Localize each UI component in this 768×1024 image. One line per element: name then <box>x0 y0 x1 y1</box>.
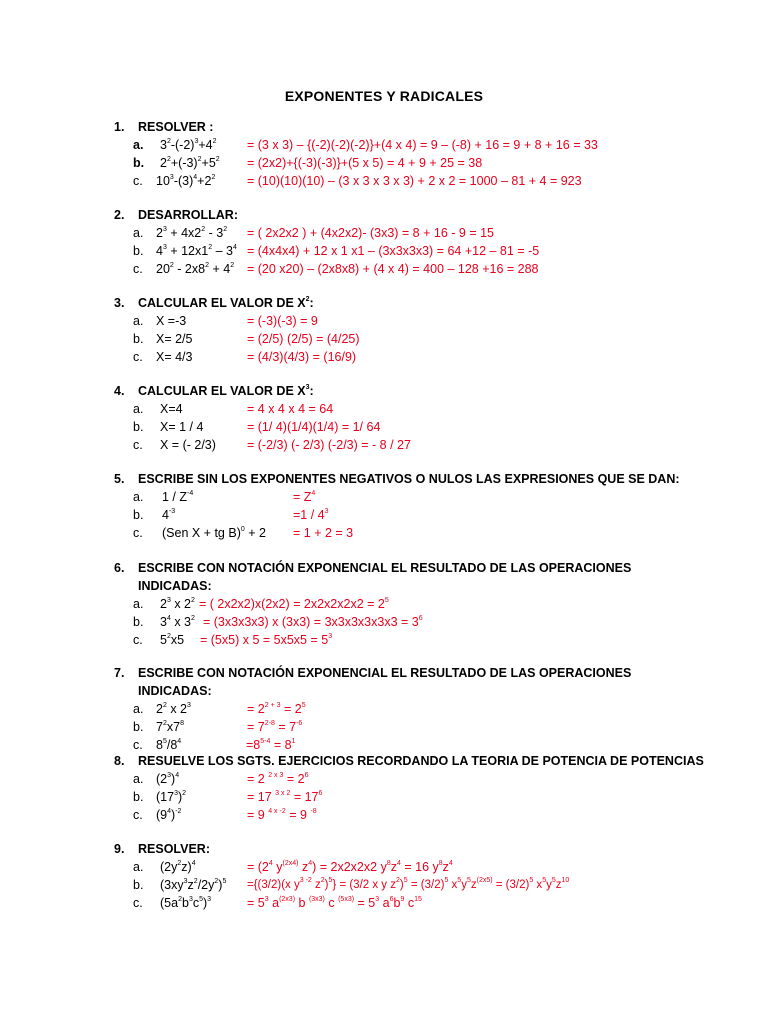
item-answer: = ( $2x2x2)x(2x2) = 2x2x2x2x2 = 2^5$ <box>199 597 389 611</box>
section-number: 3. <box>114 296 125 310</box>
item-letter: b. <box>133 878 144 892</box>
item-letter: b. <box>133 508 144 522</box>
item-letter: b. <box>133 790 144 804</box>
section-3 <box>0 294 768 366</box>
section-8 <box>0 752 768 824</box>
section-heading: RESOLVER : <box>138 120 214 134</box>
section-9 <box>0 840 768 912</box>
item-answer: = $5^3$ $a^{(2x3)}$ b $^{(3x3)}$ c $^{(5x3)} = 5^3$ $a^6b^9$ $c^{15}$ <box>247 896 422 910</box>
item-expression: $(5a^2b^3c^5)^3$ <box>160 896 212 910</box>
item-answer: = (3 x 3) – {(-2)(-2)(-2)}+(4 x 4) = 9 – (-8) + 16 = 9 + 8 + 16 = 33 <box>247 138 598 152</box>
item-letter: b. <box>133 720 144 734</box>
item-expression: $(2y^2z)^4$ <box>160 860 196 874</box>
item-letter: c. <box>133 808 143 822</box>
section-heading-continued: INDICADAS: <box>138 684 212 698</box>
item-expression: X =-3 <box>156 314 187 328</box>
item-letter: a. <box>133 597 144 611</box>
item-letter: c. <box>133 174 143 188</box>
item-expression: $(3xy^3z^2/2y^2)^5$ <box>160 878 227 892</box>
item-expression: X= 2/5 <box>156 332 193 346</box>
item-expression: (Sen X + tg B)$^0$ + 2 <box>162 526 266 540</box>
section-2 <box>0 206 768 278</box>
item-expression: $4^3 + 12x1^2 - 3^4$ <box>156 244 237 258</box>
item-expression: $3^2-(-2)^3+4^2$ <box>160 138 217 152</box>
item-answer: = 2 $^{2 x 3} = 2^6$ <box>247 772 309 786</box>
item-answer: = (4x4x4) + 12 x 1 x1 – (3x3x3x3) = 64 +12 – 81 = -5 <box>247 244 540 258</box>
item-letter: a. <box>133 226 144 240</box>
section-number: 9. <box>114 842 125 856</box>
item-letter: c. <box>133 633 143 647</box>
item-letter: c. <box>133 896 143 910</box>
item-answer: $=1 / 4^3$ <box>293 508 329 522</box>
item-letter: b. <box>133 420 144 434</box>
section-1 <box>0 118 768 190</box>
item-letter: a. <box>133 702 144 716</box>
item-answer: = (-3)(-3) = 9 <box>247 314 318 328</box>
item-answer: = (1/ 4)(1/4)(1/4) = 1/ 64 <box>247 420 381 434</box>
section-number: 7. <box>114 666 125 680</box>
section-heading: ESCRIBE SIN LOS EXPONENTES NEGATIVOS O NULOS LAS EXPRESIONES QUE SE DAN: <box>138 472 680 486</box>
item-expression: $(9^4)^{-2}$ <box>156 808 182 822</box>
section-heading-continued: INDICADAS: <box>138 579 212 593</box>
item-letter: a. <box>133 314 144 328</box>
item-expression: $(2^3)^4$ <box>156 772 180 786</box>
item-letter: b. <box>133 244 144 258</box>
section-heading: CALCULAR EL VALOR DE $X^3$: <box>138 384 314 398</box>
item-letter: b. <box>133 332 144 346</box>
section-6 <box>0 559 768 649</box>
item-expression: $1 / Z^{-4}$ <box>162 490 194 504</box>
section-number: 4. <box>114 384 125 398</box>
item-expression: $3^4$ x $3^2$ <box>160 615 195 629</box>
item-answer: = (10)(10)(10) – (3 x 3 x 3 x 3) + 2 x 2 = 1000 – 81 + 4 = 923 <box>247 174 582 188</box>
item-expression: $(17^3)^2$ <box>156 790 187 804</box>
item-letter: a. <box>133 490 144 504</box>
item-expression: $4^{-3}$ <box>162 508 176 522</box>
item-answer: ={(3/2)(x $y^{3 -2}$ $z^2)^5\} = (3/2$ x y $z^2)^5 = (3/2)^5$ $x^5y^5z^{(2x5)} = (3/2)^5$ $x^5y^5z^{10}$ <box>247 877 570 891</box>
item-letter: b. <box>133 156 145 170</box>
item-letter: c. <box>133 438 143 452</box>
item-expression: X= 1 / 4 <box>160 420 204 434</box>
item-letter: c. <box>133 350 143 364</box>
item-expression: $2^3$ x $2^2$ <box>160 597 195 611</box>
section-7 <box>0 664 768 754</box>
section-number: 2. <box>114 208 125 222</box>
section-heading: ESCRIBE CON NOTACIÓN EXPONENCIAL EL RESULTADO DE LAS OPERACIONES <box>138 561 632 575</box>
section-number: 5. <box>114 472 125 486</box>
item-answer: = (20 x20) – (2x8x8) + (4 x 4) = 400 – 128 +16 = 288 <box>247 262 539 276</box>
item-answer: = 9 $^{4 x -2}$ = 9 $^{-8}$ <box>247 808 317 822</box>
section-number: 1. <box>114 120 125 134</box>
item-expression: $2^2$ x $2^3$ <box>156 702 191 716</box>
item-answer: = $7^{2-8} = 7^{-6}$ <box>247 720 303 734</box>
item-expression: $5^2x5$ <box>160 633 185 647</box>
section-number: 8. <box>114 754 125 768</box>
item-letter: a. <box>133 138 144 152</box>
item-expression: X=4 <box>160 402 183 416</box>
item-expression: $8^5/8^4$ <box>156 738 182 752</box>
item-answer: = $Z^4$ <box>293 490 316 504</box>
item-answer: = ($2^4$ $y^{(2x4)}$ $z^4) = 2x2x2x2$ $y^8z^4 = 16$ $y^8z^4$ <box>247 860 453 874</box>
item-letter: c. <box>133 262 143 276</box>
item-answer: = ( 2x2x2 ) + (4x2x2)- (3x3) = 8 + 16 - 9 = 15 <box>247 226 494 240</box>
item-answer: = (5x5) x $5 = 5x5x5 = 5^3$ <box>200 633 333 647</box>
section-heading: CALCULAR EL VALOR DE $X^2$: <box>138 296 314 310</box>
item-answer: = (2/5) (2/5) = (4/25) <box>247 332 360 346</box>
item-answer: = (-2/3) (- 2/3) (-2/3) = - 8 / 27 <box>247 438 411 452</box>
item-answer: = (4/3)(4/3) = (16/9) <box>247 350 357 364</box>
item-expression: $20^2 - 2x8^2 + 4^2$ <box>156 262 235 276</box>
section-5 <box>0 470 768 542</box>
item-answer: = (3x3x3x3) x $(3x3) = 3x3x3x3x3x3 = 3^6$ <box>203 615 423 629</box>
item-answer: = $2^{2 + 3} = 2^5$ <box>247 702 306 716</box>
item-letter: b. <box>133 615 144 629</box>
item-expression: $2^2+(-3)^2+5^2$ <box>160 156 220 170</box>
item-answer: $=8^{5-4} = 8^1$ <box>246 738 296 752</box>
section-heading: RESOLVER: <box>138 842 210 856</box>
item-expression: $2^3 + 4x2^2 - 3^2$ <box>156 226 228 240</box>
item-letter: c. <box>133 526 143 540</box>
section-4 <box>0 382 768 454</box>
item-expression: X = (- 2/3) <box>160 438 216 452</box>
item-expression: $10^3-(3)^4+2^2$ <box>156 174 216 188</box>
item-letter: c. <box>133 738 143 752</box>
item-letter: a. <box>133 860 144 874</box>
item-expression: $7^2x7^8$ <box>156 720 184 734</box>
section-heading: ESCRIBE CON NOTACIÓN EXPONENCIAL EL RESULTADO DE LAS OPERACIONES <box>138 666 632 680</box>
item-answer: = (2x2)+{(-3)(-3)}+(5 x 5) = 4 + 9 + 25 = 38 <box>247 156 483 170</box>
item-answer: = 17 $^{3 x 2} = 17^6$ <box>247 790 323 804</box>
section-heading: DESARROLLAR: <box>138 208 238 222</box>
item-letter: a. <box>133 772 144 786</box>
page-title: EXPONENTES Y RADICALES <box>284 88 484 104</box>
item-answer: = 1 + 2 = 3 <box>293 526 354 540</box>
item-answer: = 4 x 4 x 4 = 64 <box>247 402 334 416</box>
section-number: 6. <box>114 561 125 575</box>
item-expression: X= 4/3 <box>156 350 193 364</box>
section-heading: RESUELVE LOS SGTS. EJERCICIOS RECORDANDO LA TEORIA DE POTENCIA DE POTENCIAS <box>138 754 704 768</box>
item-letter: a. <box>133 402 144 416</box>
